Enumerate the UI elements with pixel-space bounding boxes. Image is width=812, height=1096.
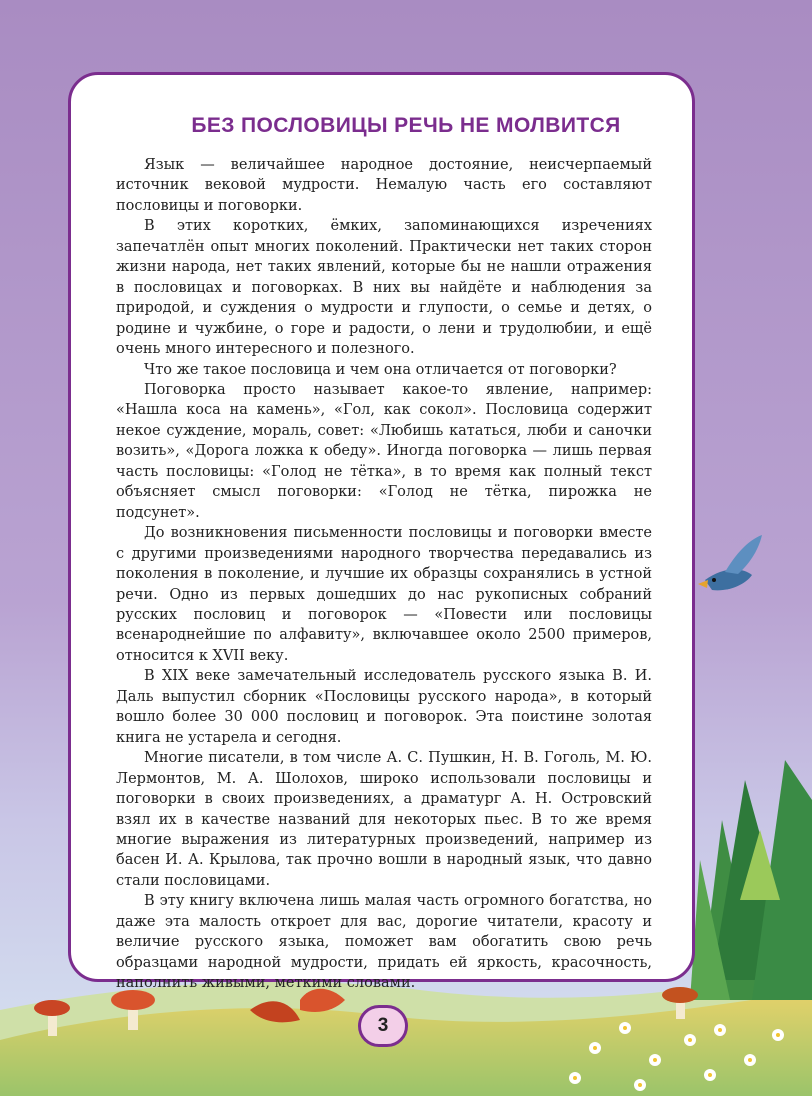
page-number: 3 [377,1015,389,1036]
page-title: БЕЗ ПОСЛОВИЦЫ РЕЧЬ НЕ МОЛВИТСЯ [191,114,621,137]
paragraph: До возникновения письменности пословицы и поговорки вместе с другими произведениями народного творчества передавались из поколения в поколение, и лучшие их образцы сохранялись в устной речи. Одно из первых дошедших до нас рукописных собраний русских пословиц и поговорок — «Повести или пословицы всенароднейшие по алфавиту», включавшее около 2500 примеров, относится к XVII веку. [116,525,652,664]
page-number-badge [358,1005,408,1047]
paragraph: Многие писатели, в том числе А. С. Пушкин, Н. В. Гоголь, М. Ю. Лермонтов, М. А. Шолохов, широко использовали пословицы и поговорки в своих произведениях, а драматург А. Н. Островский взял их в качестве названий для некоторых пьес. В то же время многие выражения из литературных произведений, например из басен И. А. Крылова, так прочно вошли в народный язык, что давно стали пословицами. [116,750,652,889]
paragraph: Поговорка просто называет какое-то явление, например: «Нашла коса на камень», «Гол, как сокол». Пословица содержит некое суждение, мораль, совет: «Любишь кататься, люби и саночки возить», «Дорога ложка к обеду». Иногда поговорка — лишь первая часть пословицы: «Голод не тётка», в то время как полный текст объясняет смысл поговорки: «Голод не тётка, пирожка не подсунет». [116,381,652,521]
paragraph: Язык — величайшее народное достояние, неисчерпаемый источник вековой мудрости. Немалую часть его составляют пословицы и поговорки. [116,157,652,214]
article-body [116,155,652,994]
paragraph: В этих коротких, ёмких, запоминающихся изречениях запечатлён опыт многих поколений. Практически нет таких сторон жизни народа, нет таких явлений, которые бы не нашли отражения в пословицах и поговорках. В них вы найдёте и наблюдения за природой, и суждения о мудрости и глупости, о семье и детях, о родине и чужбине, о горе и радости, о лени и трудолюбии, и ещё очень много интересного и полезного. [116,218,652,358]
paragraph: В эту книгу включена лишь малая часть огромного богатства, но даже эта малость откроет для вас, дорогие читатели, красоту и величие русского языка, поможет вам обогатить свою речь образцами народной мудрости, придать ей яркость, красочность, наполнить живыми, меткими словами. [116,893,652,992]
paragraph: Что же такое пословица и чем она отличается от поговорки? [144,361,617,378]
paragraph: В XIX веке замечательный исследователь русского языка В. И. Даль выпустил сборник «Пословицы русского народа», в который вошло более 30 000 пословиц и поговорок. Эта поистине золотая книга не устарела и сегодня. [116,668,652,746]
